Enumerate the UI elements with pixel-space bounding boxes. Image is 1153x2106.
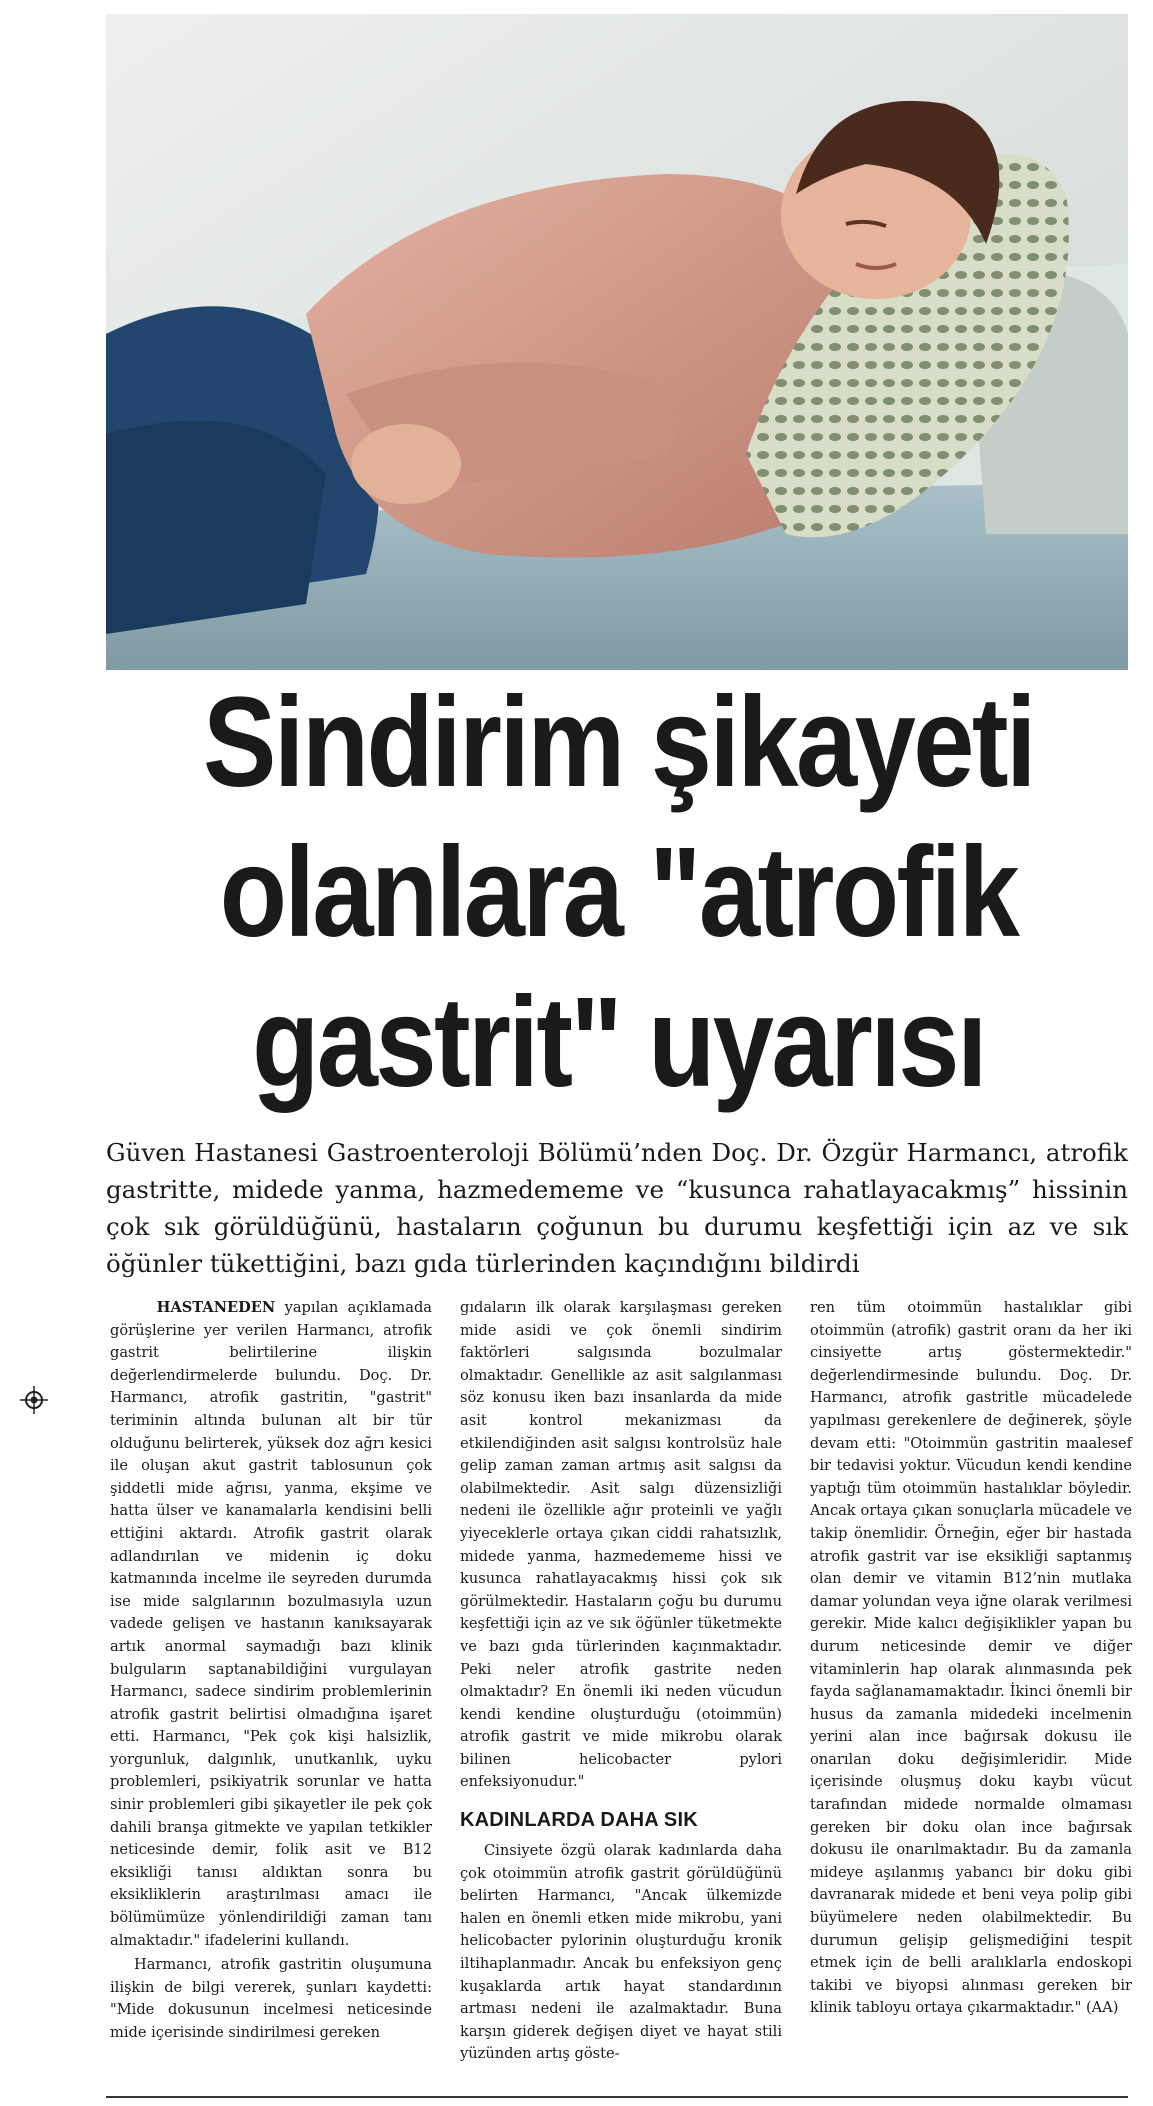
bottom-rule [106, 2096, 1128, 2098]
section-heading: KADINLARDA DAHA SIK [460, 1809, 698, 1832]
woman-on-sofa-illustration [106, 14, 1128, 670]
column-1 [110, 1297, 432, 2066]
paragraph: ren tüm otoimmün hastalıklar gibi otoimmün (atrofik) gastrit oranı da her iki cinsiyette artış göstermektedir." değerlendirmesinde bulundu. Doç. Dr. Harmancı, atrofik gastritle mücadelede yapılması gerekenlere de değinerek, şöyle devam etti: "Otoimmün gastritin maalesef bir tedavisi yoktur. Vücudun kendi kendine yaptığı tüm otoimmün hastalıklar böyledir. Ancak ortaya çıkan sonuçlarla mücadele ve takip önemlidir. Örneğin, eğer bir hastada atrofik gastrit var ise eksikliği saptanmış olan demir ve vitamin B12’nin mutlaka damar yolundan veya iğne olarak verilmesi gerekir. Mide kalıcı değişiklikler yapan bu durum neticesinde demir ve diğer vitaminlerin hap olarak alınmasında pek fayda sağlanamamaktadır. İkinci önemli bir husus da zamanla midedeki incelmenin yerini alan ince bağırsak dokusu ile onarılan doku değişimleridir. Mide içerisinde oluşmuş doku kaybı vücut tarafından midede normalde olmaması gereken bir doku olan ince bağırsak dokusu ile onarılmaktadır. Bu da zamanla mideye aşılanmış yabancı bir doku gibi davranarak midede et beni veya polip gibi büyümelere neden olabilmektedir. Bu durumun gelişip gelişmediğini tespit etmek için de belli aralıklarla endoskopi takibi ve biyopsi alınması gereken bir klinik tabloyu ortaya çıkarmaktadır." (AA) [810, 1299, 1132, 2017]
headline-line-2: olanlara "atrofik [219, 821, 1018, 964]
registration-mark-icon [20, 1386, 48, 1414]
article-photo [106, 14, 1128, 670]
paragraph: Cinsiyete özgü olarak kadınlarda daha çok otoimmün atrofik gastrit görüldüğünü belirten Harmancı, "Ancak ülkemizde halen en önemli etken mide mikrobu, yani helicobacter pylorinin oluşturduğu kronik iltihaplanmadır. Ancak bu enfeksiyon genç kuşaklarda artık hayat standardının artması nedeni ile azalmaktadır. Buna karşın giderek değişen diyet ve hayat stili yüzünden artış göste- [460, 1842, 782, 2063]
headline [169, 668, 1068, 1118]
headline-line-1: Sindirim şikayeti [202, 671, 1035, 814]
headline-line-3: gastrit" uyarısı [252, 971, 985, 1114]
lead-word: HASTANEDEN [156, 1299, 276, 1316]
column-2 [460, 1297, 782, 2066]
paragraph: gıdaların ilk olarak karşılaşması gereken mide asidi ve çok önemli sindirim faktörleri salgısında bozulmalar olmaktadır. Genellikle az asit salgılanması söz konusu iken bazı insanlarda da mide asit kontrol mekanizması da etkilendiğinden asit salgısı kontrolsüz hale gelip zaman zaman artmış asit salgısı da olabilmektedir. Asit salgı düzensizliği nedeni ile özellikle ağır proteinli ve yağlı yiyeceklerle ortaya çıkan ciddi rahatsızlık, midede yanma, hazmedememe hissi ve kusunca rahatlayacakmış hissi çok sık görülmektedir. Hastaların çoğu bu durumu keşfettiği için az ve sık öğünler tüketmekte ve bazı gıda türlerinden kaçınmaktadır. Peki neler atrofik gastrite neden olmaktadır? En önemli iki neden vücudun kendi kendine oluşturduğu (otoimmün) atrofik gastrit ve mide mikrobu olarak bilinen helicobacter pylori enfeksiyonudur." [460, 1299, 782, 1791]
paragraph [110, 1297, 432, 1952]
paragraph: Harmancı, atrofik gastritin oluşumuna ilişkin de bilgi vererek, şunları kaydetti: "Mide dokusunun incelmesi neticesinde mide içerisinde sindirilmesi gereken [110, 1956, 432, 2041]
article-body [110, 1297, 1132, 2066]
paragraph-text: yapılan açıklamada görüşlerine yer verilen Harmancı, atrofik gastrit belirtilerine ilişkin değerlendirmelerde bulundu. Doç. Dr. Harmancı, atrofik gastritin, "gastrit" teriminin altında bulunan alt bir tür olduğunu belirterek, yüksek doz ağrı kesici ile oluşan akut gastrit tablosunun çok şiddetli mide ağrısı, yanma, ekşime ve hatta ülser ve kanamalarla kendisini belli ettiğini aktardı. Atrofik gastrit olarak adlandırılan ve midenin iç doku katmanında incelme ile seyreden durumda ise mide salgılarının bozulmasıyla uzun vadede gelişen ve hastanın kanıksayarak artık anormal saymadığı bazı klinik bulguların saptanabildiğini vurgulayan Harmancı, sadece sindirim problemlerinin atrofik gastrit belirtisi olmadığına işaret etti. Harmancı, "Pek çok kişi halsizlik, yorgunluk, dalgınlık, unutkanlık, uyku problemleri, psikiyatrik sorunlar ve hatta sinir problemleri gibi şikayetler ile pek çok dahili branşa gitmekte ve yapılan tetkikler neticesinde demir, folik asit ve B12 eksikliği tanısı aldıktan sonra bu eksikliklerin araştırılması amacı ile bölümümüze yönlendirildiği zaman tanı almaktadır." ifadelerini kullandı. [110, 1299, 432, 1949]
subhead: Güven Hastanesi Gastroenteroloji Bölümü’nden Doç. Dr. Özgür Harmancı, atrofik gastritte, midede yanma, hazmedememe ve “kusunca rahatlayacakmış” hissinin çok sık görüldüğünü, hastaların çoğunun bu durumu keşfettiği için az ve sık öğünler tükettiğini, bazı gıda türlerinden kaçındığını bildirdi [106, 1138, 1128, 1278]
column-3 [810, 1297, 1132, 2066]
